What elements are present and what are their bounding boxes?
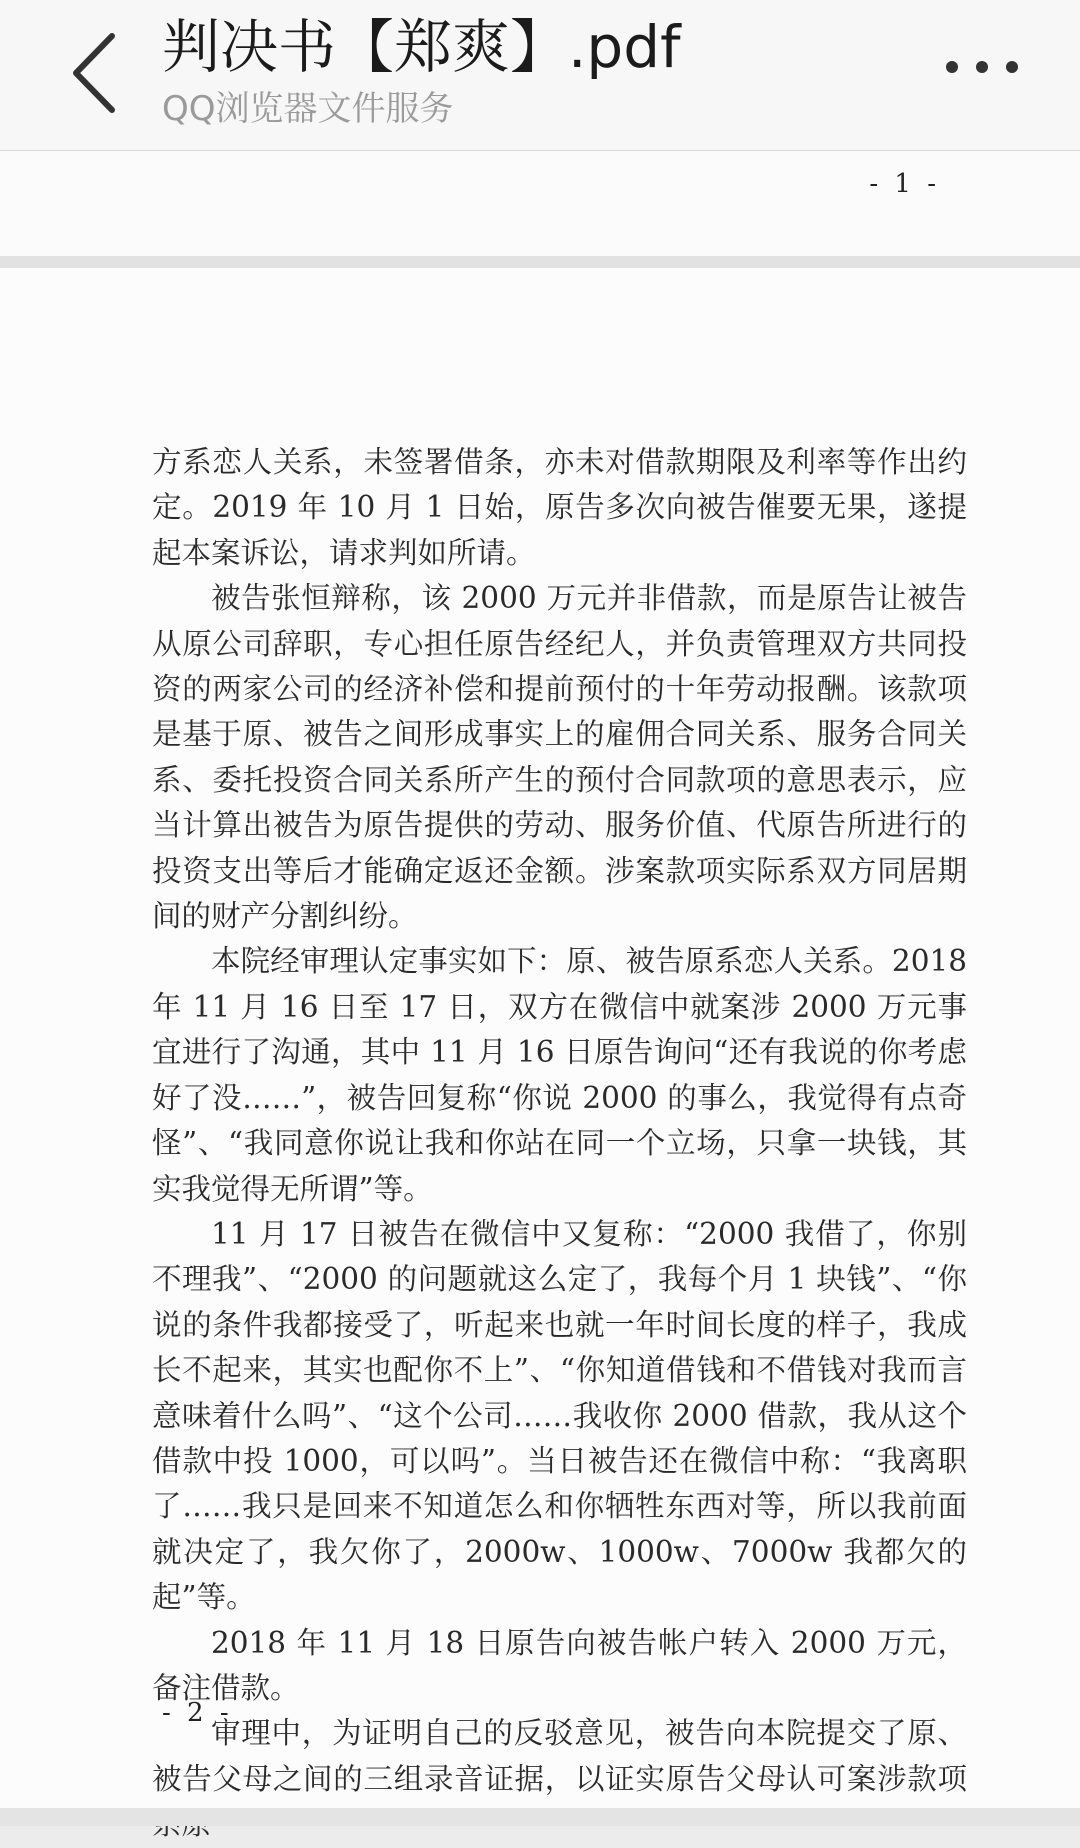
- paragraph: 11 月 17 日被告在微信中又复称：“2000 我借了，你别不理我”、“2000 的问题就这么定了，我每个月 1 块钱”、“你说的条件我都接受了，听起来也就一年时间长度的样子，我成长不起来，其实也配你不上”、“你知道借钱和不借钱对我而言意味着什么吗”、“这个公司……我收你 2000 借款，我从这个借款中投 1000，可以吗”。当日被告还在微信中称：“我离职了……我只是回来不知道怎么和你牺牲东西对等，所以我前面就决定了，我欠你了，2000w、1000w、7000w 我都欠的起”等。: [152, 1216, 967, 1615]
- file-title: 判决书【郑爽】.pdf: [162, 13, 681, 81]
- paragraph: 本院经审理认定事实如下：原、被告原系恋人关系。2018 年 11 月 16 日至 17 日，双方在微信中就案涉 2000 万元事宜进行了沟通，其中 11 月 16 日原告询问“还有我说的你考虑好了没……”，被告回复称“你说 2000 的事么，我觉得有点奇怪”、“我同意你说让我和你站在同一个立场，只拿一块钱，其实我觉得无所谓”等。: [152, 944, 967, 1206]
- paragraph: 方系恋人关系，未签署借条，亦未对借款期限及利率等作出约定。2019 年 10 月 1 日始，原告多次向被告催要无果，遂提起本案诉讼，请求判如所请。: [152, 445, 967, 570]
- paragraph: 2018 年 11 月 18 日原告向被告帐户转入 2000 万元，备注借款。: [152, 1625, 967, 1705]
- document-body: [152, 440, 967, 1848]
- page-separator-bottom: [0, 1808, 1080, 1826]
- more-button[interactable]: [942, 52, 1022, 82]
- file-subtitle: QQ浏览器文件服务: [162, 89, 454, 129]
- paragraph: 被告张恒辩称，该 2000 万元并非借款，而是原告让被告从原公司辞职，专心担任原告经纪人，并负责管理双方共同投资的两家公司的经济补偿和提前预付的十年劳动报酬。该款项是基于原、被告之间形成事实上的雇佣合同关系、服务合同关系、委托投资合同关系所产生的预付合同款项的意思表示，应当计算出被告为原告提供的劳动、服务价值、代原告所进行的投资支出等后才能确定返还金额。涉案款项实际系双方同居期间的财产分割纠纷。: [152, 581, 967, 934]
- more-dots-icon: [942, 52, 1022, 82]
- header-titles: [162, 8, 922, 130]
- pdf-page-2: [0, 268, 1080, 1808]
- page-number-2: - 2 -: [162, 1698, 233, 1728]
- page-number-1: - 1 -: [869, 169, 940, 199]
- chevron-left-icon: [62, 28, 132, 118]
- app-header: [0, 0, 1080, 151]
- back-button[interactable]: [62, 28, 132, 118]
- pdf-page-1-bottom: [0, 151, 1080, 256]
- paragraph: 审理中，为证明自己的反驳意见，被告向本院提交了原、被告父母之间的三组录音证据，以证实原告父母认可案涉款项: [152, 1716, 967, 1796]
- page-separator: [0, 256, 1080, 268]
